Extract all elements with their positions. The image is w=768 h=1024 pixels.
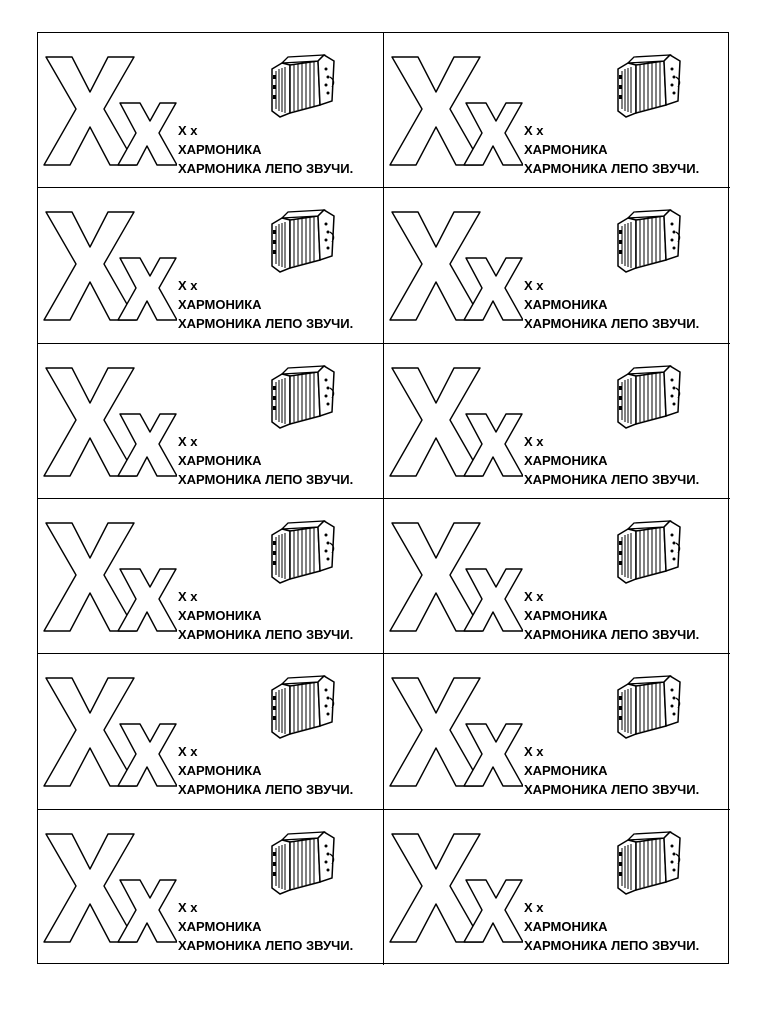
letter-pair: Х х (178, 123, 198, 138)
accordion-icon (614, 53, 684, 119)
card-text (524, 276, 699, 333)
outline-letters-xx (388, 513, 523, 638)
word: ХАРМОНИКА (524, 763, 608, 779)
letter-pair: Х х (524, 899, 544, 915)
outline-letters-xx (42, 824, 177, 949)
letter-card (38, 654, 384, 809)
accordion-icon (268, 674, 338, 740)
accordion-icon (268, 208, 338, 274)
letter-card (384, 810, 730, 965)
card-text (178, 432, 353, 489)
card-text (178, 742, 353, 799)
sentence: ХАРМОНИКА ЛЕПО ЗВУЧИ. (178, 782, 354, 798)
letter-pair: Х х (178, 899, 198, 915)
letter-pair: Х х (178, 433, 198, 449)
sentence: ХАРМОНИКА ЛЕПО ЗВУЧИ. (178, 471, 354, 487)
word: ХАРМОНИКА (524, 607, 608, 623)
letter-pair: Х х (524, 123, 544, 138)
card-text (524, 587, 699, 644)
sentence: ХАРМОНИКА ЛЕПО ЗВУЧИ. (524, 471, 700, 487)
accordion-icon (268, 53, 338, 119)
letter-card (38, 188, 384, 343)
letter-card (38, 33, 384, 188)
accordion-icon (614, 364, 684, 430)
sentence: ХАРМОНИКА ЛЕПО ЗВУЧИ. (524, 161, 700, 176)
sentence: ХАРМОНИКА ЛЕПО ЗВУЧИ. (178, 161, 354, 176)
letter-pair: Х х (524, 433, 544, 449)
card-text (524, 121, 699, 178)
outline-letters-xx (42, 47, 177, 172)
sentence: ХАРМОНИКА ЛЕПО ЗВУЧИ. (178, 316, 354, 332)
letter-pair: Х х (178, 744, 198, 760)
word: ХАРМОНИКА (524, 142, 608, 157)
card-text (178, 121, 353, 178)
letter-card (38, 810, 384, 965)
letter-pair: Х х (524, 278, 544, 294)
word: ХАРМОНИКА (178, 297, 262, 313)
card-text (524, 898, 699, 955)
word: ХАРМОНИКА (178, 918, 262, 934)
outline-letters-xx (42, 202, 177, 327)
accordion-icon (614, 674, 684, 740)
word: ХАРМОНИКА (178, 142, 262, 157)
word: ХАРМОНИКА (524, 918, 608, 934)
word: ХАРМОНИКА (524, 452, 608, 468)
word: ХАРМОНИКА (178, 607, 262, 623)
letter-card (38, 344, 384, 499)
letter-card (384, 188, 730, 343)
word: ХАРМОНИКА (178, 763, 262, 779)
letter-pair: Х х (524, 744, 544, 760)
letter-card (384, 33, 730, 188)
letter-card (384, 654, 730, 809)
outline-letters-xx (388, 47, 523, 172)
accordion-icon (268, 364, 338, 430)
sentence: ХАРМОНИКА ЛЕПО ЗВУЧИ. (178, 626, 354, 642)
accordion-icon (614, 519, 684, 585)
accordion-icon (614, 208, 684, 274)
sentence: ХАРМОНИКА ЛЕПО ЗВУЧИ. (178, 937, 354, 953)
letter-pair: Х х (178, 278, 198, 294)
letter-card (38, 499, 384, 654)
flashcard-sheet (37, 32, 729, 964)
outline-letters-xx (42, 358, 177, 483)
outline-letters-xx (388, 202, 523, 327)
accordion-icon (268, 830, 338, 896)
letter-pair: Х х (178, 588, 198, 604)
sentence: ХАРМОНИКА ЛЕПО ЗВУЧИ. (524, 316, 700, 332)
card-text (178, 587, 353, 644)
outline-letters-xx (388, 824, 523, 949)
outline-letters-xx (388, 358, 523, 483)
outline-letters-xx (42, 668, 177, 793)
outline-letters-xx (388, 668, 523, 793)
card-text (524, 742, 699, 799)
letter-card (384, 499, 730, 654)
card-text (524, 432, 699, 489)
letter-pair: Х х (524, 588, 544, 604)
accordion-icon (268, 519, 338, 585)
letter-card (384, 344, 730, 499)
card-text (178, 276, 353, 333)
outline-letters-xx (42, 513, 177, 638)
card-text (178, 898, 353, 955)
word: ХАРМОНИКА (524, 297, 608, 313)
sentence: ХАРМОНИКА ЛЕПО ЗВУЧИ. (524, 626, 700, 642)
word: ХАРМОНИКА (178, 452, 262, 468)
sentence: ХАРМОНИКА ЛЕПО ЗВУЧИ. (524, 782, 700, 798)
accordion-icon (614, 830, 684, 896)
sentence: ХАРМОНИКА ЛЕПО ЗВУЧИ. (524, 937, 700, 953)
